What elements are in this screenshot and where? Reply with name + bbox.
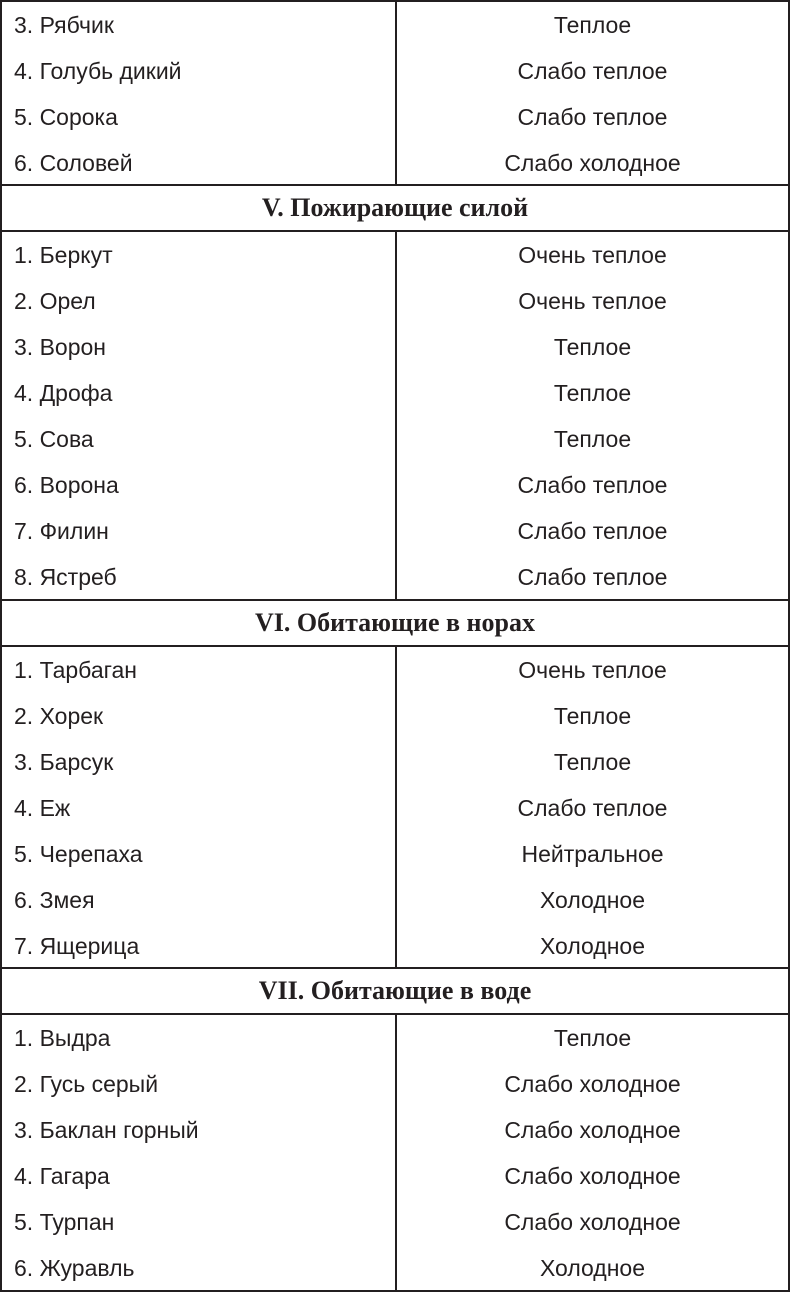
animal-name: 4. Дрофа [14, 379, 113, 406]
table-row [2, 1199, 788, 1245]
table-row [2, 370, 788, 416]
table-row [2, 739, 788, 785]
animal-name: 5. Черепаха [14, 840, 143, 867]
table-row [2, 324, 788, 370]
nature-value: Слабо холодное [504, 149, 681, 176]
nature-value: Слабо теплое [517, 517, 668, 544]
table-section-v [0, 232, 790, 601]
section-heading: VI. Обитающие в норах [0, 601, 790, 647]
table-section-vi [0, 647, 790, 969]
table-row [2, 1015, 788, 1061]
table-row [2, 232, 788, 278]
animal-name: 3. Баклан горный [14, 1116, 199, 1143]
animal-name: 1. Беркут [14, 241, 113, 268]
nature-value: Теплое [553, 1024, 632, 1051]
table-row [2, 785, 788, 831]
animal-name: 4. Голубь дикий [14, 57, 182, 84]
animal-name: 4. Еж [14, 794, 71, 821]
animal-name: 4. Гагара [14, 1162, 110, 1189]
animal-name: 2. Орел [14, 287, 96, 314]
nature-value: Теплое [553, 702, 632, 729]
nature-value: Холодное [539, 886, 646, 913]
animal-name: 5. Турпан [14, 1208, 115, 1235]
table-row [2, 462, 788, 508]
animal-name: 6. Змея [14, 886, 95, 913]
animal-name: 3. Барсук [14, 748, 114, 775]
nature-value: Очень теплое [518, 287, 667, 314]
animal-name: 5. Сорока [14, 103, 118, 130]
nature-value: Слабо теплое [517, 57, 668, 84]
table-row [2, 1153, 788, 1199]
animal-name: 1. Тарбаган [14, 656, 137, 683]
nature-value: Слабо теплое [517, 471, 668, 498]
animal-name: 7. Филин [14, 517, 109, 544]
animal-name: 2. Гусь серый [14, 1070, 159, 1097]
table-row [2, 508, 788, 554]
animal-name: 6. Ворона [14, 471, 119, 498]
animal-name: 1. Выдра [14, 1024, 111, 1051]
animal-name: 5. Сова [14, 425, 94, 452]
animal-name: 3. Рябчик [14, 11, 114, 38]
nature-value: Слабо холодное [504, 1162, 681, 1189]
table-row [2, 693, 788, 739]
table-row [2, 554, 788, 600]
animal-name: 8. Ястреб [14, 563, 117, 590]
table-row [2, 1061, 788, 1107]
nature-value: Слабо холодное [504, 1208, 681, 1235]
nature-value: Холодное [539, 1254, 646, 1281]
table-row [2, 278, 788, 324]
table-row [2, 94, 788, 140]
table-row [2, 416, 788, 462]
nature-value: Слабо холодное [504, 1116, 681, 1143]
section-heading: V. Пожирающие силой [0, 186, 790, 232]
nature-value: Очень теплое [518, 656, 667, 683]
nature-value: Слабо теплое [517, 103, 668, 130]
table-row [2, 831, 788, 877]
table-row [2, 48, 788, 94]
nature-value: Слабо теплое [517, 563, 668, 590]
table-section-continued [0, 0, 790, 186]
nature-value: Слабо холодное [504, 1070, 681, 1097]
animal-name: 7. Ящерица [14, 932, 140, 959]
nature-value: Теплое [553, 425, 632, 452]
nature-value: Теплое [553, 379, 632, 406]
table-row [2, 647, 788, 693]
table-section-vii [0, 1015, 790, 1292]
animal-name: 3. Ворон [14, 333, 106, 360]
table-row [2, 1107, 788, 1153]
nature-value: Теплое [553, 11, 632, 38]
section-heading: VII. Обитающие в воде [0, 969, 790, 1015]
nature-value: Теплое [553, 748, 632, 775]
table-row [2, 1245, 788, 1291]
nature-value: Теплое [553, 333, 632, 360]
nature-value: Нейтральное [521, 840, 664, 867]
table-row [2, 923, 788, 969]
animal-name: 6. Соловей [14, 149, 133, 176]
table-row [2, 877, 788, 923]
nature-value: Холодное [539, 932, 646, 959]
animal-name: 6. Журавль [14, 1254, 135, 1281]
table-row [2, 140, 788, 186]
nature-value: Очень теплое [518, 241, 667, 268]
animal-name: 2. Хорек [14, 702, 104, 729]
nature-value: Слабо теплое [517, 794, 668, 821]
table-row [2, 2, 788, 48]
